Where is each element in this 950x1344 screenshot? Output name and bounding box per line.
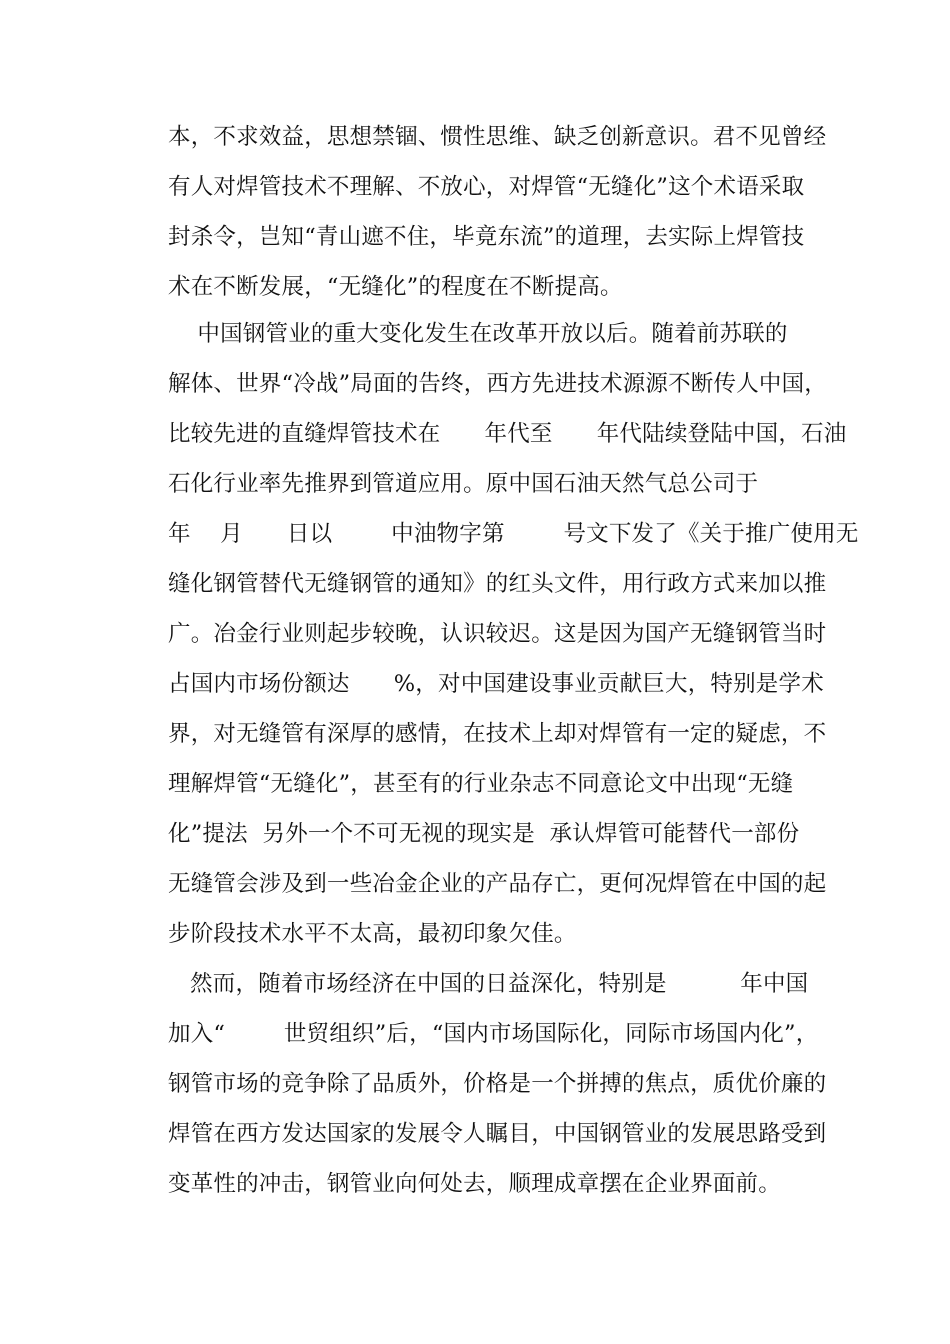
text-line: 术在不断发展，“无缝化”的程度在不断提高。 (168, 274, 623, 300)
text-line: 界，对无缝管有深厚的感情，在技术上却对焊管有一定的疑虑，不 (168, 721, 827, 747)
text-line: 年 月 日以 中油物字第 号文下发了《关于推广使用无 (168, 521, 859, 547)
text-line: 变革性的冲击，钢管业向何处去，顺理成章摆在企业界面前。 (168, 1171, 781, 1197)
text-line: 解体、世界“冷战”局面的告终，西方先进技术源源不断传人中国， (168, 371, 828, 397)
text-line: 步阶段技术水平不太高，最初印象欠佳。 (168, 921, 577, 947)
text-line: 比较先进的直缝焊管技术在 年代至 年代陆续登陆中国，石油 (168, 421, 847, 447)
text-line: 然而，随着市场经济在中国的日益深化，特别是 年中国 (168, 971, 809, 997)
text-line: 石化行业率先推界到管道应用。原中国石油天然气总公司于 (168, 471, 759, 497)
text-line: 缝化钢管替代无缝钢管的通知》的红头文件，用行政方式来加以推 (168, 571, 827, 597)
text-line: 焊管在西方发达国家的发展令人瞩目，中国钢管业的发展思路受到 (168, 1121, 827, 1147)
text-line: 占国内市场份额达 %，对中国建设事业贡献巨大，特别是学术 (168, 671, 824, 697)
text-line: 无缝管会涉及到一些冶金企业的产品存亡，更何况焊管在中国的起 (168, 871, 827, 897)
text-line: 化”提法 另外一个不可无视的现实是 承认焊管可能替代一部份 (168, 821, 800, 847)
text-line: 广。冶金行业则起步较晚，认识较迟。这是因为国产无缝钢管当时 (168, 621, 827, 647)
text-line: 理解焊管“无缝化”，甚至有的行业杂志不同意论文中出现“无缝 (168, 771, 794, 797)
text-line: 封杀令，岂知“青山遮不住，毕竟东流”的道理，去实际上焊管技 (168, 224, 805, 250)
text-line: 钢管市场的竞争除了品质外，价格是一个拼搏的焦点，质优价廉的 (168, 1071, 827, 1097)
text-line: 中国钢管业的重大变化发生在改革开放以后。随着前苏联的 (168, 321, 788, 347)
text-line: 本，不求效益，思想禁锢、惯性思维、缺乏创新意识。君不见曾经 (168, 124, 827, 150)
text-line: 加入“ 世贸组织”后，“国内市场国际化，同际市场国内化”， (168, 1021, 819, 1047)
text-line: 有人对焊管技术不理解、不放心，对焊管“无缝化”这个术语采取 (168, 174, 805, 200)
